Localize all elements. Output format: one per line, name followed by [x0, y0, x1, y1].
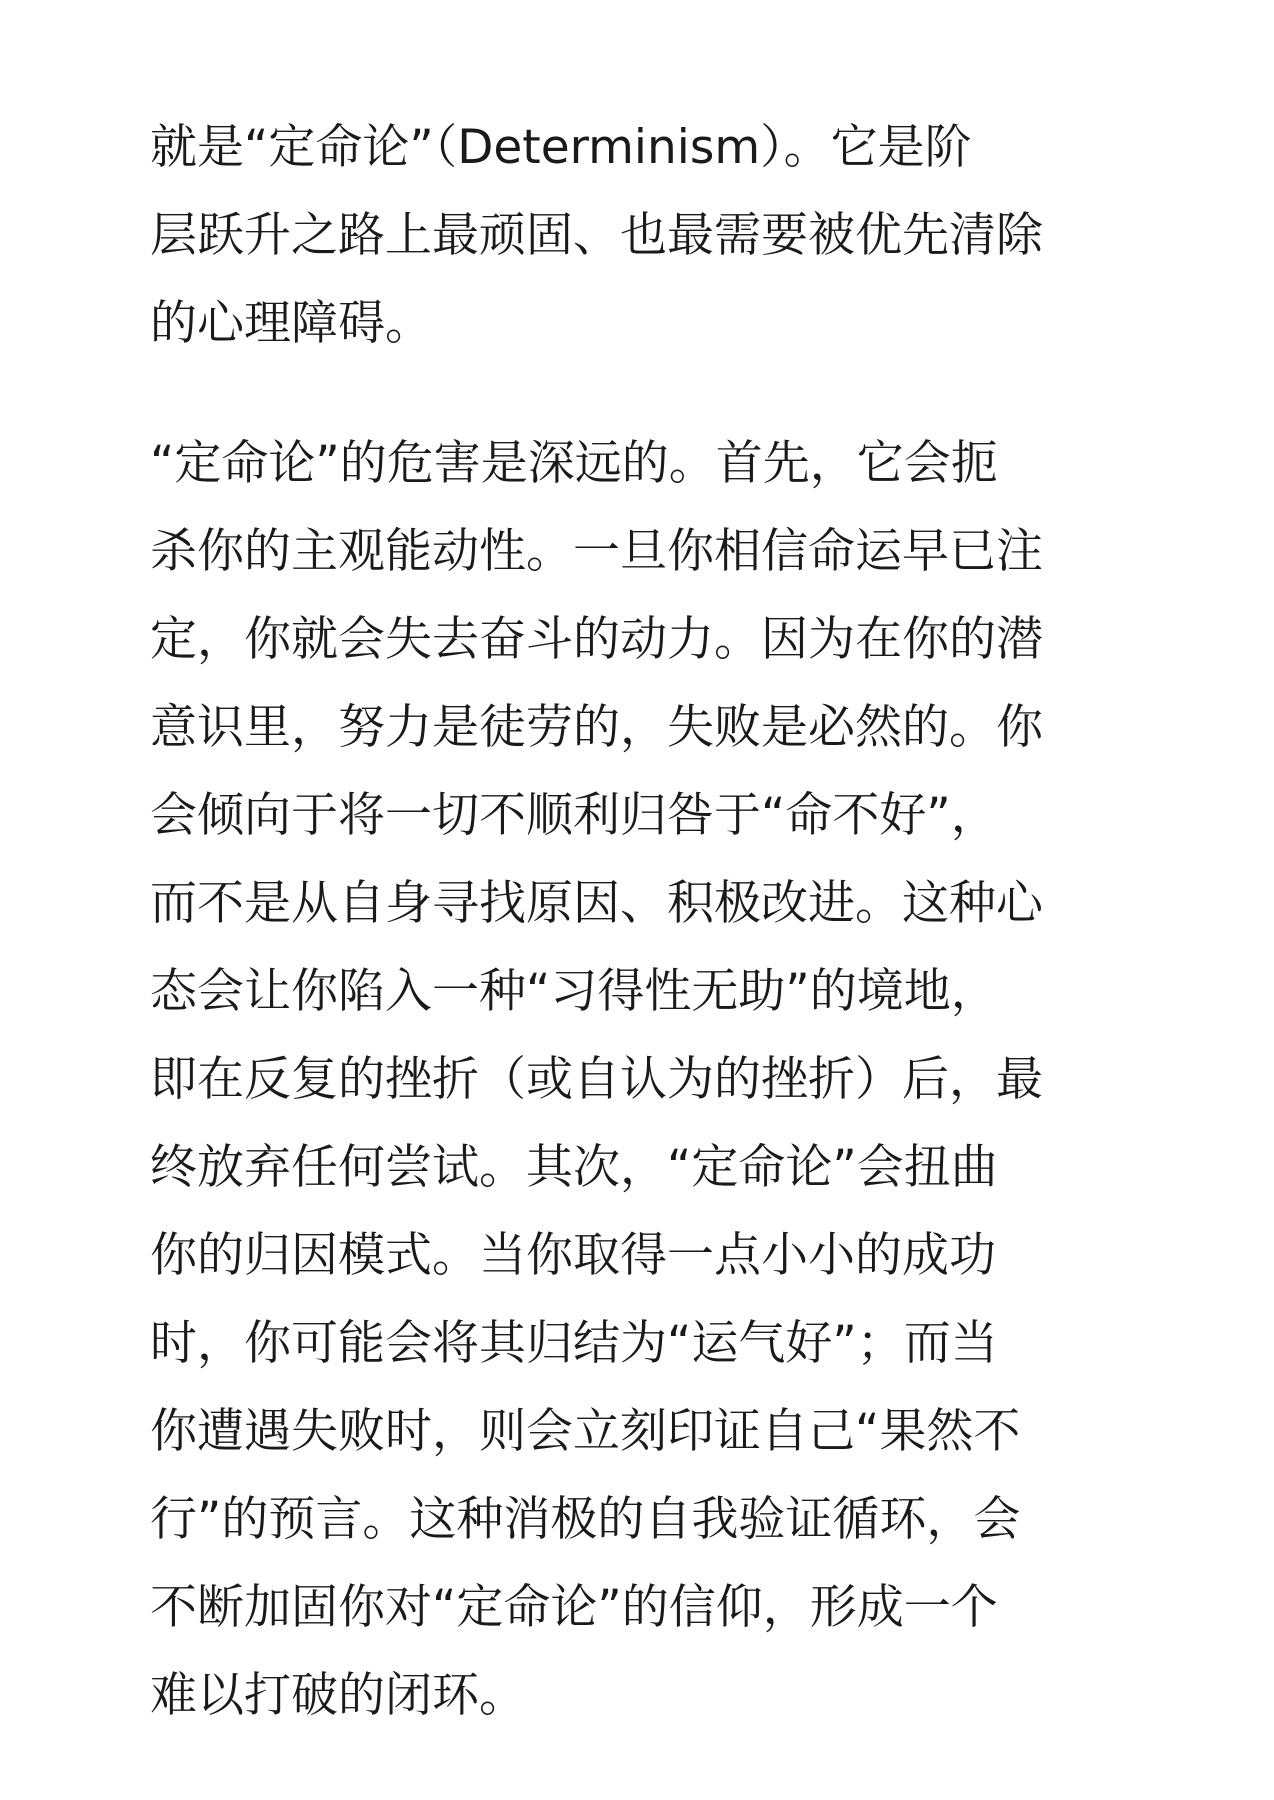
- text-line: 行”的预言。这种消极的自我验证循环，会: [150, 1492, 1021, 1547]
- text-line: 层跃升之路上最顽固、也最需要被优先清除: [150, 208, 1043, 263]
- paragraph-1: [150, 104, 1130, 368]
- paragraph-2: [150, 420, 1130, 1740]
- text-line: 你遭遇失败时，则会立刻印证自己“果然不: [150, 1404, 1021, 1459]
- text-line: 定，你就会失去奋斗的动力。因为在你的潜: [150, 612, 1043, 667]
- text-line: 而不是从自身寻找原因、积极改进。这种心: [150, 876, 1043, 931]
- text-line: 不断加固你对“定命论”的信仰，形成一个: [150, 1580, 998, 1635]
- text-line: 时，你可能会将其归结为“运气好”；而当: [150, 1316, 998, 1371]
- text-line: 的心理障碍。: [150, 296, 432, 351]
- text-line: 你的归因模式。当你取得一点小小的成功: [150, 1228, 996, 1283]
- text-line: 就是“定命论”（Determinism）。它是阶: [150, 120, 972, 175]
- text-line: 终放弃任何尝试。其次，“定命论”会扭曲: [150, 1140, 998, 1195]
- text-line: 即在反复的挫折（或自认为的挫折）后，最: [150, 1052, 1043, 1107]
- text-line: 态会让你陷入一种“习得性无助”的境地，: [150, 964, 998, 1019]
- text-line: 意识里，努力是徒劳的，失败是必然的。你: [150, 700, 1043, 755]
- text-line: 杀你的主观能动性。一旦你相信命运早已注: [150, 524, 1043, 579]
- text-line: 难以打破的闭环。: [150, 1668, 526, 1723]
- text-line: 会倾向于将一切不顺利归咎于“命不好”，: [150, 788, 998, 843]
- text-line: “定命论”的危害是深远的。首先，它会扼: [150, 436, 998, 491]
